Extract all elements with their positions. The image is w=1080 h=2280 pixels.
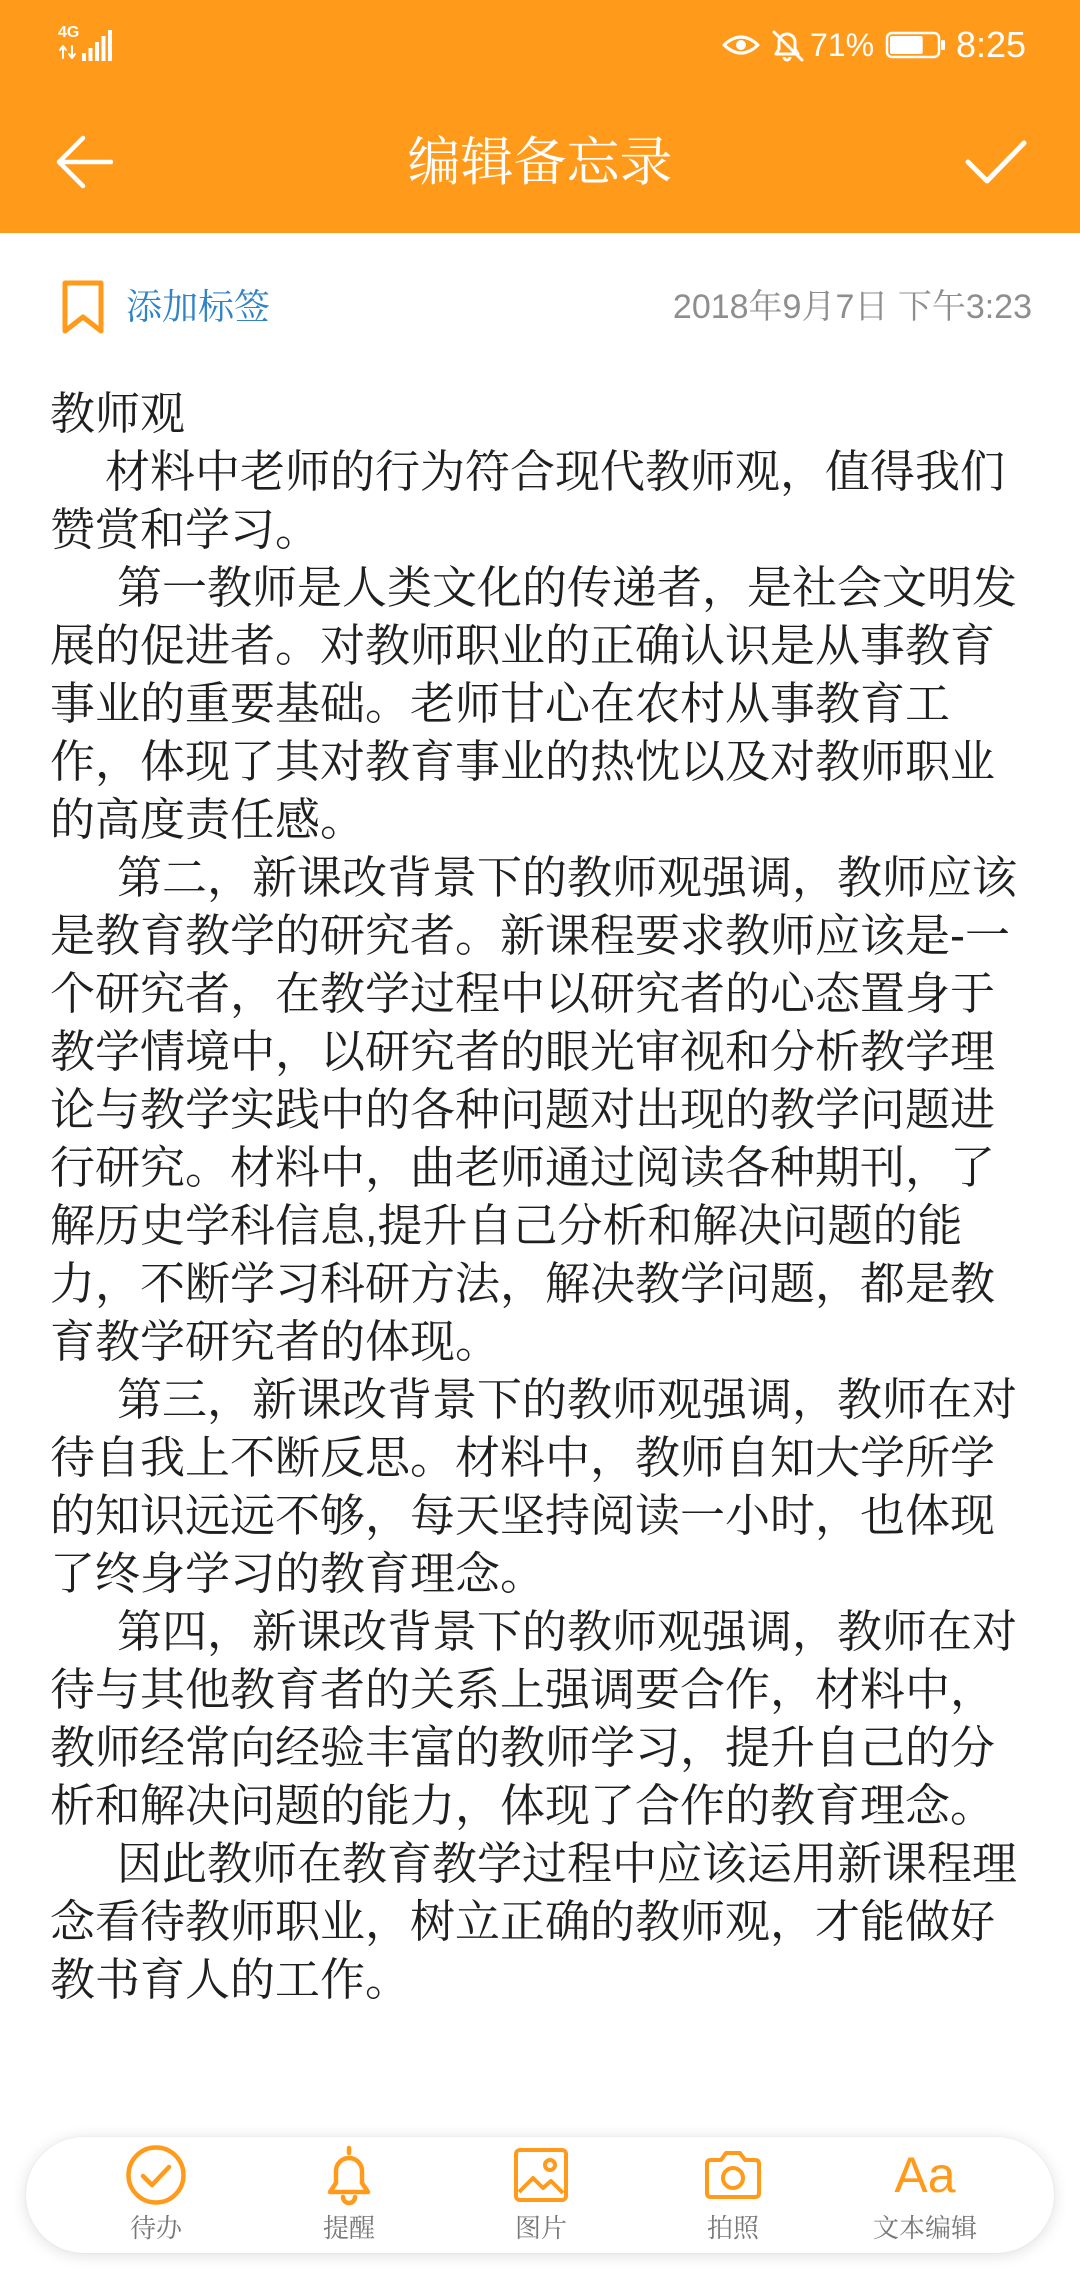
- note-body-editor[interactable]: [50, 385, 1060, 2009]
- check-circle-icon: [125, 2144, 187, 2206]
- note-line: 行研究。材料中，曲老师通过阅读各种期刊，了: [50, 1142, 996, 1193]
- note-line: 待与其他教育者的关系上强调要合作，材料中，: [50, 1664, 996, 1715]
- note-line: 析和解决问题的能力，体现了合作的教育理念。: [50, 1780, 996, 1831]
- note-line: 教学情境中，以研究者的眼光审视和分析教学理: [50, 1026, 996, 1077]
- note-title-line: 教师观: [50, 388, 186, 439]
- note-line: 赞赏和学习。: [50, 504, 321, 555]
- check-icon: [965, 138, 1027, 186]
- note-line: 教师经常向经验丰富的教师学习，提升自己的分: [50, 1722, 996, 1773]
- text-format-label: 文本编辑: [872, 2213, 977, 2243]
- text-format-icon: Aa: [894, 2147, 956, 2203]
- bell-icon: [320, 2143, 378, 2207]
- note-timestamp: 2018年9月7日 下午3:23: [672, 288, 1032, 326]
- data-activity-icon: [58, 44, 80, 60]
- battery-fill: [890, 36, 923, 54]
- note-line: 展的促进者。对教师职业的正确认识是从事教育: [50, 620, 996, 671]
- note-line: 个研究者，在教学过程中以研究者的心态置身于: [50, 968, 996, 1019]
- note-line: 因此教师在教育教学过程中应该运用新课程理: [117, 1838, 1018, 1889]
- battery-icon: [885, 31, 947, 59]
- reminder-label: 提醒: [322, 2213, 375, 2243]
- image-button[interactable]: [446, 2137, 636, 2253]
- note-line: 材料中老师的行为符合现代教师观，值得我们: [105, 446, 1006, 497]
- network-type-label: 4G: [58, 24, 80, 41]
- note-line: 念看待教师职业，树立正确的教师观，才能做好: [50, 1896, 996, 1947]
- add-tag-button[interactable]: [52, 272, 292, 342]
- note-line: 第四，新课改背景下的教师观强调，教师在对: [117, 1606, 1018, 1657]
- camera-button[interactable]: [638, 2137, 828, 2253]
- note-line: 事业的重要基础。老师甘心在农村从事教育工: [50, 678, 951, 729]
- todo-button[interactable]: [61, 2137, 251, 2253]
- image-label: 图片: [514, 2213, 567, 2243]
- note-line: 第三，新课改背景下的教师观强调，教师在对: [117, 1374, 1018, 1425]
- todo-label: 待办: [129, 2213, 182, 2243]
- note-line: 的高度责任感。: [50, 794, 366, 845]
- reminder-button[interactable]: [254, 2137, 444, 2253]
- note-line: 是教育教学的研究者。新课程要求教师应该是-一: [50, 910, 1010, 961]
- note-line: 第二，新课改背景下的教师观强调，教师应该: [117, 852, 1018, 903]
- top-bar: [0, 0, 1080, 233]
- add-tag-label: 添加标签: [126, 286, 271, 327]
- bookmark-icon: [59, 279, 107, 335]
- camera-icon: [702, 2148, 764, 2202]
- note-line: 解历史学科信息,提升自己分析和解决问题的能: [50, 1200, 963, 1251]
- note-line: 论与教学实践中的各种问题对出现的教学问题进: [50, 1084, 996, 1135]
- bell-muted-icon: [768, 28, 808, 62]
- bottom-toolbar: [26, 2137, 1054, 2253]
- signal-bars-icon: [82, 30, 114, 61]
- note-line: 作，体现了其对教育事业的热忱以及对教师职业: [50, 736, 996, 787]
- note-line: 的知识远远不够，每天坚持阅读一小时，也体现: [50, 1490, 996, 1541]
- camera-label: 拍照: [706, 2213, 759, 2243]
- note-line: 育教学研究者的体现。: [50, 1316, 501, 1367]
- note-line: 了终身学习的教育理念。: [50, 1548, 546, 1599]
- battery-percent: 71%: [810, 27, 875, 63]
- save-button[interactable]: [955, 124, 1037, 200]
- note-line: 第一教师是人类文化的传递者，是社会文明发: [117, 562, 1018, 613]
- status-time: 8:25: [956, 24, 1027, 65]
- note-line: 教书育人的工作。: [50, 1954, 411, 2005]
- text-format-button[interactable]: [830, 2137, 1020, 2253]
- eye-comfort-icon: [722, 31, 760, 59]
- page-title: 编辑备忘录: [407, 133, 673, 192]
- note-line: 力，不断学习科研方法，解决教学问题，都是教: [50, 1258, 996, 1309]
- image-icon: [513, 2147, 569, 2203]
- note-line: 待自我上不断反思。材料中，教师自知大学所学: [50, 1432, 996, 1483]
